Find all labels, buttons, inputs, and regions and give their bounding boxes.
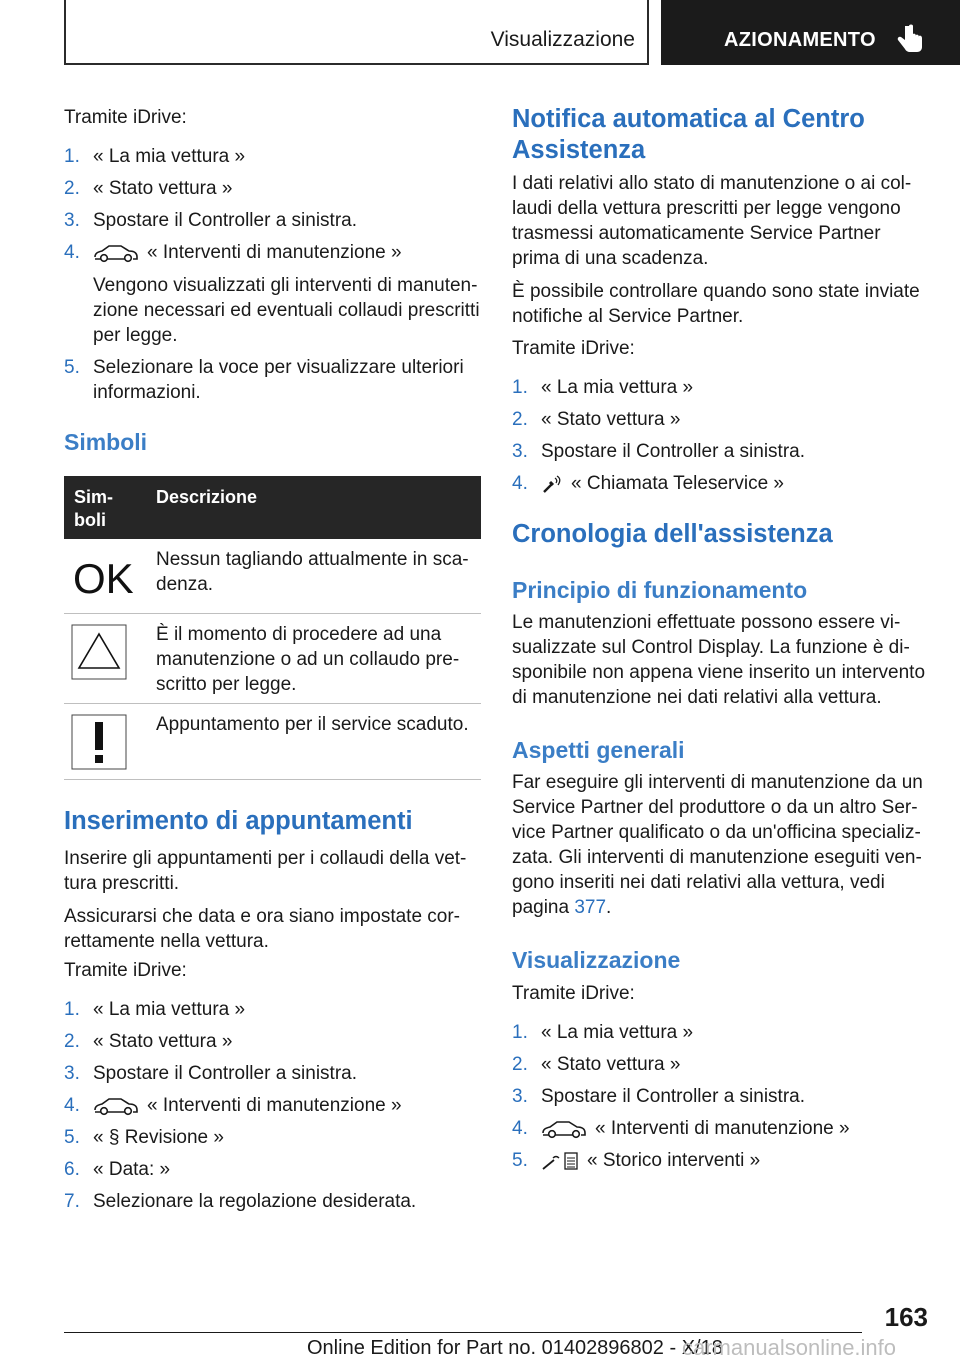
- warning-triangle-icon: [71, 624, 127, 680]
- general-paragraph: Far eseguire gli interventi di manutenzione da un Service Partner del produttore o da un altro Ser- vice Partner qualificato o da un'officina specializ- zata. Gli interventi di manutenzione eseguiti ven- gono inseriti nei dati relativi alla vettura, vedi pagina 377.: [512, 772, 923, 918]
- symbols-heading: Simboli: [64, 429, 148, 455]
- table-row: OK Nessun tagliando attualmente in sca- denza.: [64, 539, 481, 614]
- principle-heading: Principio di funzionamento: [512, 577, 808, 603]
- page-reference-link[interactable]: 377: [574, 897, 607, 918]
- appointments-paragraph: Assicurarsi che data e ora siano impostate cor- rettamente nella vettura.: [64, 906, 461, 952]
- car-service-icon: [541, 1118, 587, 1140]
- table-header: Sim- boli Descrizione: [64, 476, 481, 539]
- car-service-icon: [93, 1095, 139, 1117]
- notification-heading: Notifica automatica al Centro Assistenza: [512, 105, 865, 164]
- edition-text: Online Edition for Part no. 01402896802 - X/18: [307, 1337, 723, 1359]
- principle-paragraph: Le manutenzioni effettuate possono essere vi- sualizzate sul Control Display. La funzione è di- sponibile non appena viene inserito un intervento di manutenzione nei dati relativi alla vettura.: [512, 612, 926, 708]
- watermark: carmanualsonline.info: [682, 1335, 897, 1360]
- svg-text:OK: OK: [73, 555, 134, 602]
- service-history-icon: [541, 1150, 579, 1172]
- intro-text: Tramite iDrive:: [512, 338, 635, 359]
- appointments-heading: Inserimento di appuntamenti: [64, 807, 413, 835]
- intro-text: Tramite iDrive:: [64, 107, 187, 128]
- chapter-tab[interactable]: [661, 0, 960, 65]
- intro-text: Tramite iDrive:: [512, 983, 635, 1004]
- list-item: 4. « Interventi di manutenzione » Vengono visualizzati gli interventi di manuten- zione necessari ed eventuali collaudi prescritti per legge.: [64, 242, 480, 346]
- hand-pointer-icon: [896, 22, 926, 56]
- table-row: Appuntamento per il service scaduto.: [64, 704, 481, 780]
- appointments-paragraph: Inserire gli appuntamenti per i collaudi della vet- tura prescritti.: [64, 848, 467, 894]
- display-heading: Visualizzazione: [512, 947, 681, 973]
- general-heading: Aspetti generali: [512, 737, 685, 763]
- car-service-icon: [93, 242, 139, 264]
- ok-icon: [71, 549, 134, 605]
- exclamation-icon: [71, 714, 127, 770]
- page-number: 163: [884, 1302, 928, 1332]
- footer-divider: [64, 1332, 862, 1333]
- list-item: 5. Selezionare la voce per visualizzare ulteriori informazioni.: [64, 357, 464, 403]
- notification-paragraph: È possibile controllare quando sono state inviate notifiche al Service Partner.: [512, 281, 920, 327]
- notification-paragraph: I dati relativi allo stato di manutenzione o ai col- laudi della vettura prescritti per legge vengono trasmessi automaticamente Service Partner prima di una scadenza.: [512, 173, 912, 269]
- teleservice-icon: [541, 473, 563, 495]
- intro-text: Tramite iDrive:: [64, 960, 187, 981]
- chapter-tab-label: AZIONAMENTO: [724, 29, 876, 51]
- header-frame: [64, 0, 649, 65]
- table-row: È il momento di procedere ad una manutenzione o ad un collaudo pre- scritto per legge.: [64, 614, 481, 704]
- section-title: Visualizzazione: [490, 28, 635, 51]
- history-heading: Cronologia dell'assistenza: [512, 520, 833, 548]
